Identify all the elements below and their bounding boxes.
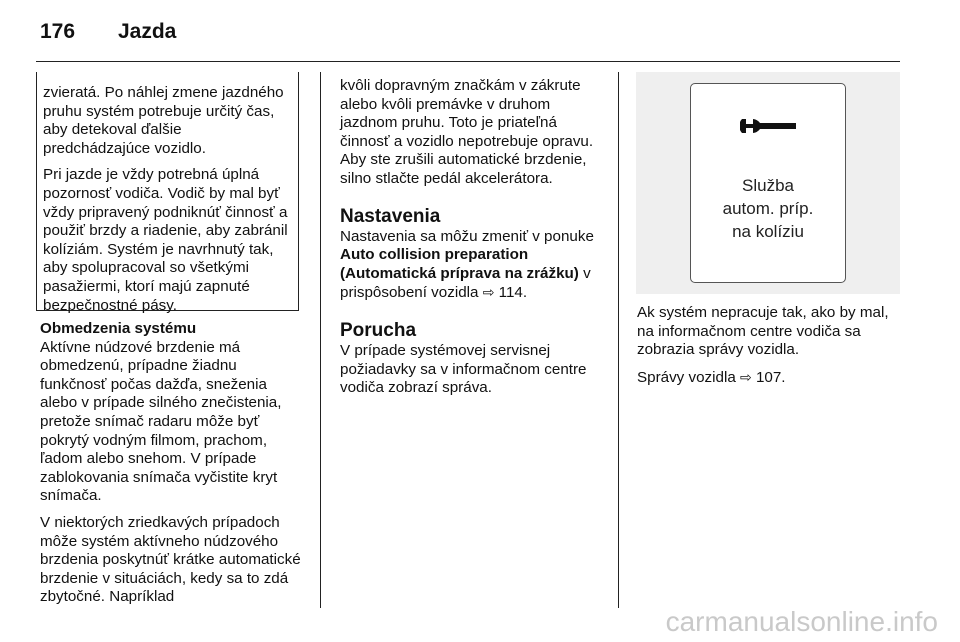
column-3-body bbox=[637, 304, 905, 395]
warning-paragraph-2: Pri jazde je vždy potrebná úplná pozornosť vodiča. Vodič by mal byť vždy pripravený podniknúť činnosť a použiť brzdy a riadenie, aby zabránil kolíziám. Systém je navrhnutý tak, aby spolupracoval so všetkými pasažiermi, ktorí majú zapnuté bezpečnostné pásy. bbox=[43, 166, 288, 314]
page-number: 176 bbox=[40, 20, 76, 43]
header-rule bbox=[36, 61, 900, 62]
page-reference-114: 114. bbox=[494, 284, 528, 302]
paragraph-malfunction: Ak systém nepracuje tak, ako by mal, na informačnom centre vodiča sa zobrazia správy vozidla. bbox=[637, 304, 889, 359]
watermark: carmanualsonline.info bbox=[665, 606, 938, 637]
vehicle-messages-text: Správy vozidla bbox=[637, 368, 740, 386]
section-title: Jazda bbox=[118, 20, 177, 43]
column-2-body bbox=[340, 77, 608, 406]
column-divider-right bbox=[618, 72, 619, 608]
info-display-illustration bbox=[636, 72, 900, 294]
warning-paragraph-1: zvieratá. Po náhlej zmene jazdného pruhu systém potrebuje určitý čas, aby detekoval ďalšie predchádzajúce vozidlo. bbox=[43, 84, 284, 157]
display-line-3: na kolíziu bbox=[732, 222, 804, 241]
page-reference-arrow-icon: ⇨ bbox=[739, 368, 752, 385]
display-line-2: autom. príp. bbox=[722, 199, 814, 218]
menu-item-name: Auto collision preparation bbox=[340, 246, 529, 264]
menu-item-translation: (Automatická príprava na zrážku) bbox=[340, 264, 579, 282]
warning-box bbox=[36, 72, 299, 314]
heading-system-limits: Obmedzenia systému bbox=[40, 320, 197, 337]
settings-text: Nastavenia sa môžu zmeniť v ponuke bbox=[340, 227, 594, 245]
settings-text-2: v prispôsobení vozidla bbox=[340, 264, 591, 302]
paragraph-rare-cases: V niektorých zriedkavých prípadoch môže systém aktívneho núdzového brzdenia poskytnúť krátke automatické brzdenie v situáciách, kedy sa to zdá zbytočné. Napríklad bbox=[40, 513, 301, 606]
paragraph-continued: kvôli dopravným značkám v zákrute alebo kvôli premávke v druhom jazdnom pruhu. Toto je priateľná činnosť a vozidlo nepotrebuje opravu. Aby ste zrušili automatické brzdenie, silno stlačte pedál akcelerátora. bbox=[340, 77, 594, 187]
column-1-body bbox=[40, 320, 302, 615]
page-reference-arrow-icon: ⇨ bbox=[482, 284, 495, 301]
display-message bbox=[691, 174, 845, 243]
paragraph-settings bbox=[340, 228, 608, 303]
paragraph-limits: Aktívne núdzové brzdenie má obmedzenú, prípadne žiadnu funkčnosť počas dažďa, sneženia alebo v prípade silného znečistenia, pretože snímač radaru môže byť pokrytý vodným filmom, prachom, ľadom alebo snehom. V prípade zablokovania snímača vyčistite kryt snímača. bbox=[40, 338, 282, 505]
display-line-1: Služba bbox=[742, 176, 794, 195]
wrench-icon bbox=[740, 115, 798, 137]
display-screen bbox=[690, 83, 846, 283]
heading-fault: Porucha bbox=[340, 319, 417, 341]
column-divider-left bbox=[320, 72, 321, 608]
heading-settings: Nastavenia bbox=[340, 205, 441, 227]
paragraph-vehicle-messages bbox=[637, 368, 905, 388]
page-reference-107: 107. bbox=[751, 368, 786, 386]
paragraph-fault: V prípade systémovej servisnej požiadavky sa v informačnom centre vodiča zobrazí správa. bbox=[340, 341, 587, 397]
